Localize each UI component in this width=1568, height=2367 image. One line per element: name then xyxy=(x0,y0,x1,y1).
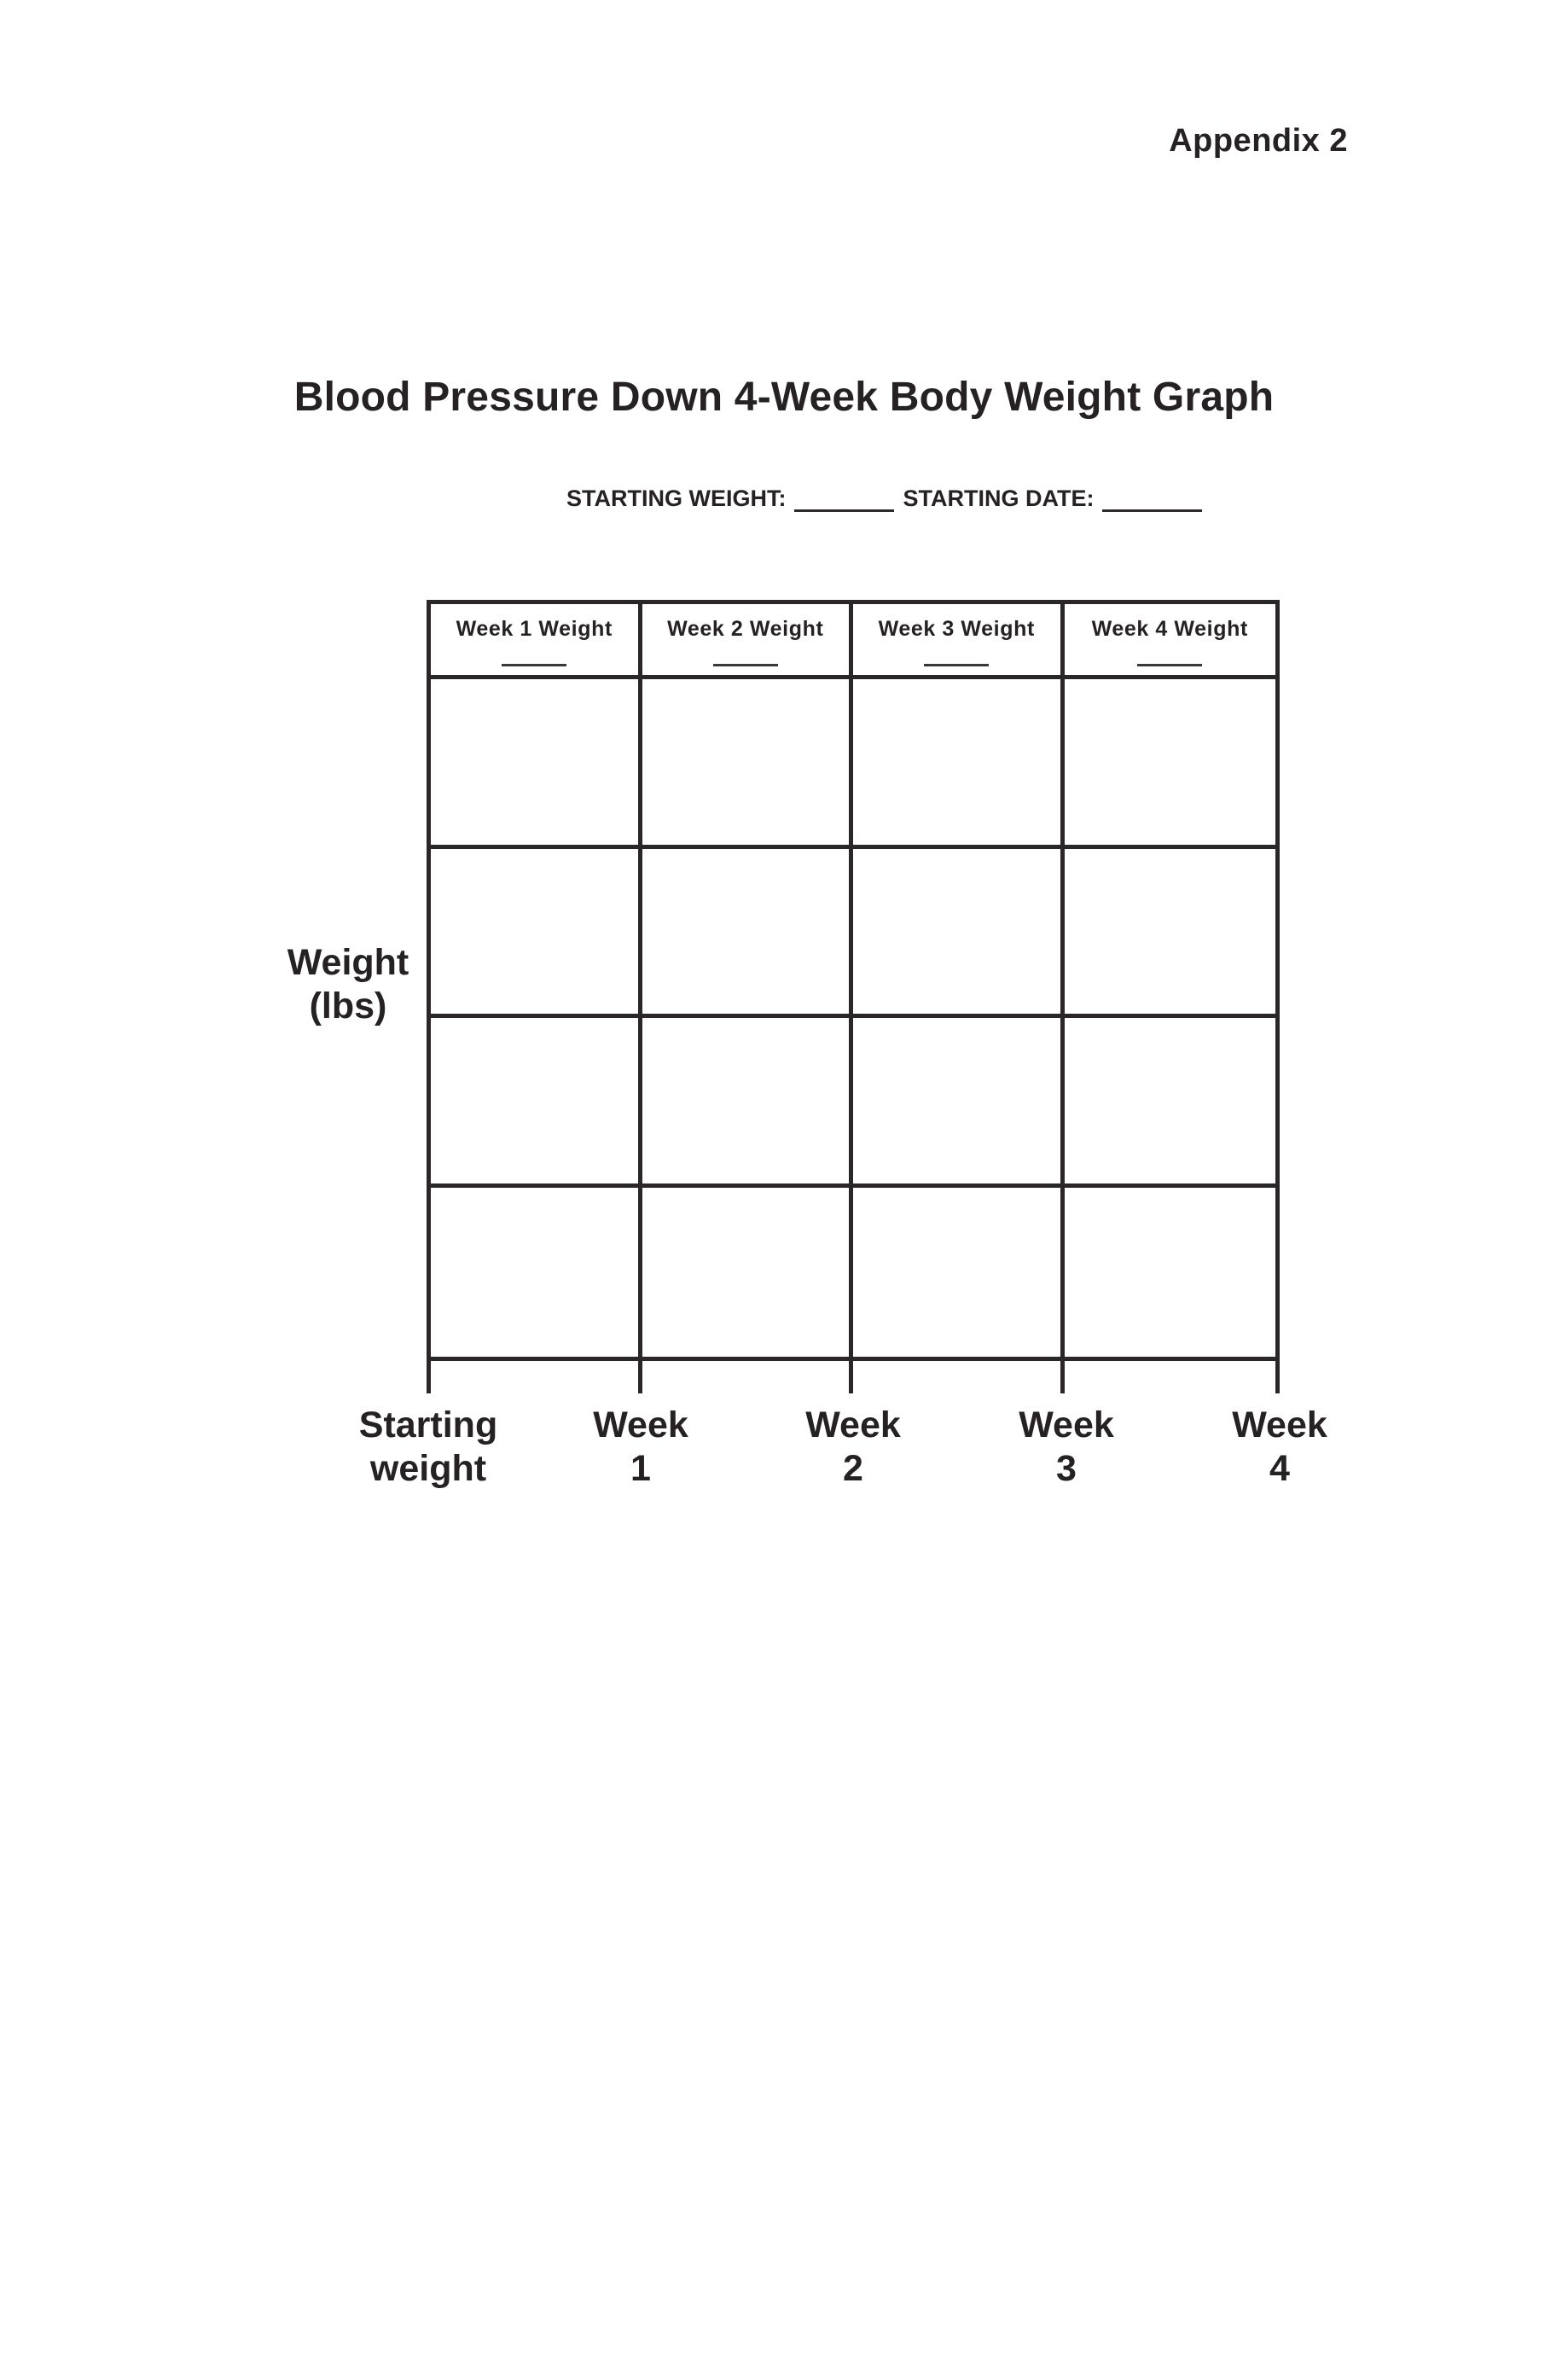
x-axis-label-line: Week xyxy=(1232,1404,1327,1445)
header-fill-in-blank xyxy=(924,664,989,666)
header-fill-in-blank xyxy=(713,664,778,666)
x-axis-tick xyxy=(849,1359,853,1393)
header-fill-in-blank xyxy=(502,664,566,666)
starting-date-label: STARTING DATE: xyxy=(903,486,1095,511)
grid-cell xyxy=(853,849,1065,1019)
x-axis-label-line: 1 xyxy=(630,1448,651,1489)
weight-graph-grid xyxy=(427,600,1280,1361)
grid-cell xyxy=(642,679,854,849)
appendix-label: Appendix 2 xyxy=(1169,123,1348,159)
grid-cell xyxy=(853,679,1065,849)
x-axis-label-line: 2 xyxy=(843,1448,863,1489)
grid-cell xyxy=(1065,1188,1276,1358)
x-axis-label-week-4 xyxy=(1143,1404,1416,1491)
y-axis-label xyxy=(220,941,476,1028)
grid-cell xyxy=(853,1018,1065,1188)
grid-header-label: Week 3 Weight xyxy=(878,617,1035,641)
grid-cell xyxy=(431,679,642,849)
x-axis-tick xyxy=(638,1359,642,1393)
x-axis-label-line: 4 xyxy=(1269,1448,1290,1489)
grid-header-week-2 xyxy=(642,604,854,679)
page-title: Blood Pressure Down 4-Week Body Weight Graph xyxy=(293,375,1275,420)
grid-cell xyxy=(1065,1018,1276,1188)
starting-weight-label: STARTING WEIGHT: xyxy=(566,486,787,511)
grid-header-week-4 xyxy=(1065,604,1276,679)
x-axis-label-line: weight xyxy=(369,1448,487,1489)
grid-cell xyxy=(1065,849,1276,1019)
grid-cell xyxy=(1065,679,1276,849)
starting-info-row xyxy=(566,483,1202,512)
y-axis-label-line: (lbs) xyxy=(309,986,387,1026)
grid-header-label: Week 1 Weight xyxy=(456,617,613,641)
x-axis-tick xyxy=(427,1359,431,1393)
grid-header-week-1 xyxy=(431,604,642,679)
grid-header-week-3 xyxy=(853,604,1065,679)
grid-cell xyxy=(431,1018,642,1188)
x-axis-label-line: Week xyxy=(805,1404,901,1445)
grid-cell xyxy=(431,1188,642,1358)
x-axis-tick xyxy=(1060,1359,1065,1393)
starting-date-blank xyxy=(1102,483,1202,512)
x-axis-tick xyxy=(1275,1359,1280,1393)
grid-header-label: Week 4 Weight xyxy=(1091,617,1248,641)
y-axis-label-line: Weight xyxy=(287,942,409,983)
x-axis-label-line: 3 xyxy=(1056,1448,1077,1489)
grid-cell xyxy=(642,1018,854,1188)
header-fill-in-blank xyxy=(1137,664,1202,666)
grid-cell xyxy=(853,1188,1065,1358)
x-axis-label-line: Week xyxy=(593,1404,688,1445)
grid-cell xyxy=(642,849,854,1019)
starting-weight-blank xyxy=(794,483,894,512)
grid-header-label: Week 2 Weight xyxy=(667,617,824,641)
grid-cell xyxy=(642,1188,854,1358)
x-axis-label-line: Week xyxy=(1019,1404,1114,1445)
x-axis-label-line: Starting xyxy=(358,1404,498,1445)
